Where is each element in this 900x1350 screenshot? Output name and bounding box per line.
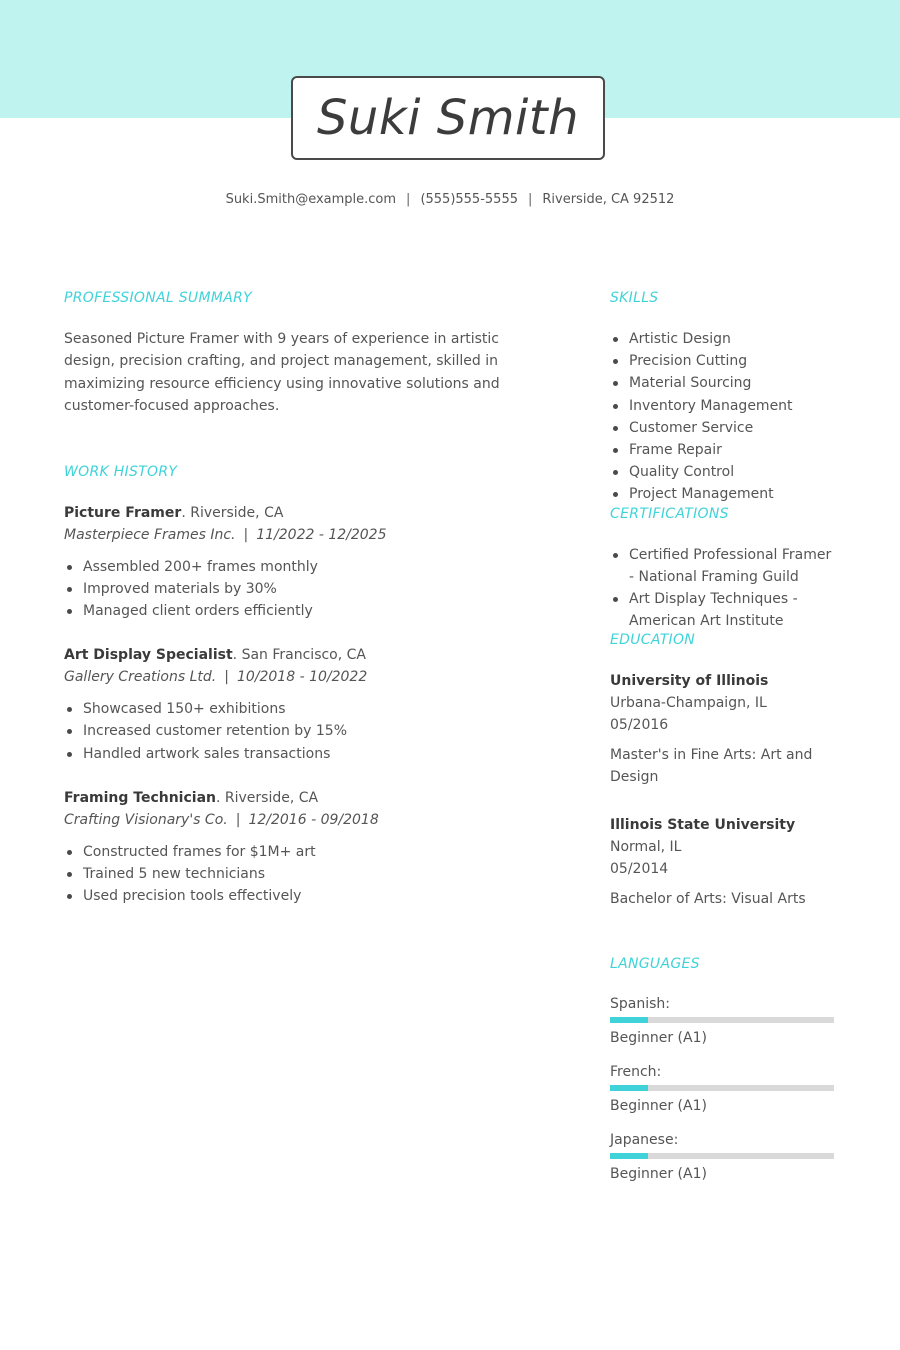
job-bullets [64,556,544,623]
work-history-heading: WORK HISTORY [64,463,178,480]
language-entry [610,994,836,1048]
language-proficiency-fill [610,1085,648,1091]
language-name: Spanish: [610,996,670,1013]
summary-heading: PROFESSIONAL SUMMARY [64,290,252,306]
contact-line [0,192,900,207]
job-dates: 10/2018 - 10/2022 [236,669,368,686]
job-title-line [64,787,544,809]
certifications-list [610,544,836,633]
education-degree: Master's in Fine Arts: Art and Design [610,747,813,786]
summary-text: Seasoned Picture Framer with 9 years of experience in artistic design, precision crafting, and project management, skilled in maximizing resource efficiency using innovative solutions and customer-focused approaches. [64,331,500,415]
job-role: Picture Framer [64,504,182,521]
education-degree: Bachelor of Arts: Visual Arts [610,891,806,908]
certifications-heading: CERTIFICATIONS [610,505,729,522]
list-item: Handled artwork sales transactions [64,743,544,765]
job-dates: 11/2022 - 12/2025 [256,526,387,543]
skill-item: Quality Control [610,461,836,483]
skill-item: Frame Repair [610,439,836,461]
skill-item: Artistic Design [610,328,836,350]
job-location: . Riverside, CA [216,789,319,806]
education-entry [610,670,836,788]
education-location: Normal, IL [610,839,682,856]
name-box [291,76,605,160]
candidate-name: Suki Smith [316,90,580,146]
job-meta [64,809,544,831]
main-column [64,290,544,929]
job-dates: 12/2016 - 09/2018 [248,811,379,828]
job-meta [64,524,544,546]
education-location: Urbana-Champaign, IL [610,695,767,712]
education-date: 05/2014 [610,861,669,878]
list-item: Trained 5 new technicians [64,863,544,885]
language-level: Beginner (A1) [610,1030,707,1047]
list-item: Increased customer retention by 15% [64,720,544,742]
job-entry [64,502,544,623]
job-location: . Riverside, CA [181,504,284,521]
skill-item: Project Management [610,483,836,505]
certification-item: Art Display Techniques - American Art Institute [610,588,836,632]
job-role: Art Display Specialist [64,647,233,664]
list-item: Managed client orders efficiently [64,600,544,622]
job-company: Crafting Visionary's Co. [64,811,228,828]
contact-phone: (555)555-5555 [420,192,518,207]
skills-list [610,328,836,506]
language-level: Beginner (A1) [610,1166,707,1183]
skill-item: Customer Service [610,417,836,439]
language-proficiency-fill [610,1017,648,1023]
list-item: Assembled 200+ frames monthly [64,556,544,578]
education-heading: EDUCATION [610,632,696,649]
job-meta [64,666,544,688]
language-proficiency-bar [610,1085,834,1091]
list-item: Showcased 150+ exhibitions [64,698,544,720]
language-name: Japanese: [610,1132,679,1149]
job-title-line [64,502,544,524]
job-location: . San Francisco, CA [232,647,366,664]
language-proficiency-bar [610,1017,834,1023]
job-entry [64,644,544,765]
language-name: French: [610,1064,662,1081]
skill-item: Precision Cutting [610,350,836,372]
education-school: University of Illinois [610,673,769,690]
job-meta-separator: | [243,526,249,543]
language-proficiency-bar [610,1153,834,1159]
job-role: Framing Technician [64,789,216,806]
skill-item: Material Sourcing [610,372,836,394]
education-date: 05/2016 [610,717,669,734]
job-meta-separator: | [224,669,229,686]
job-title-line [64,644,544,666]
contact-email: Suki.Smith@example.com [225,192,397,207]
skills-heading: SKILLS [610,290,659,306]
language-level: Beginner (A1) [610,1098,707,1115]
languages-heading: LANGUAGES [610,956,700,973]
job-company: Masterpiece Frames Inc. [64,526,236,543]
language-entry [610,1062,836,1116]
job-bullets [64,698,544,765]
education-entry [610,814,836,910]
list-item: Used precision tools effectively [64,885,544,907]
list-item: Improved materials by 30% [64,578,544,600]
job-company: Gallery Creations Ltd. [64,669,217,686]
list-item: Constructed frames for $1M+ art [64,841,544,863]
contact-separator: | [406,192,411,207]
job-entry [64,787,544,908]
education-school: Illinois State University [610,817,796,834]
contact-location: Riverside, CA 92512 [542,192,675,207]
contact-separator: | [527,192,533,207]
certification-item: Certified Professional Framer - National Framing Guild [610,544,836,588]
skill-item: Inventory Management [610,395,836,417]
language-proficiency-fill [610,1153,648,1159]
job-meta-separator: | [235,811,241,828]
side-column [610,290,836,1198]
language-entry [610,1130,836,1184]
job-bullets [64,841,544,908]
